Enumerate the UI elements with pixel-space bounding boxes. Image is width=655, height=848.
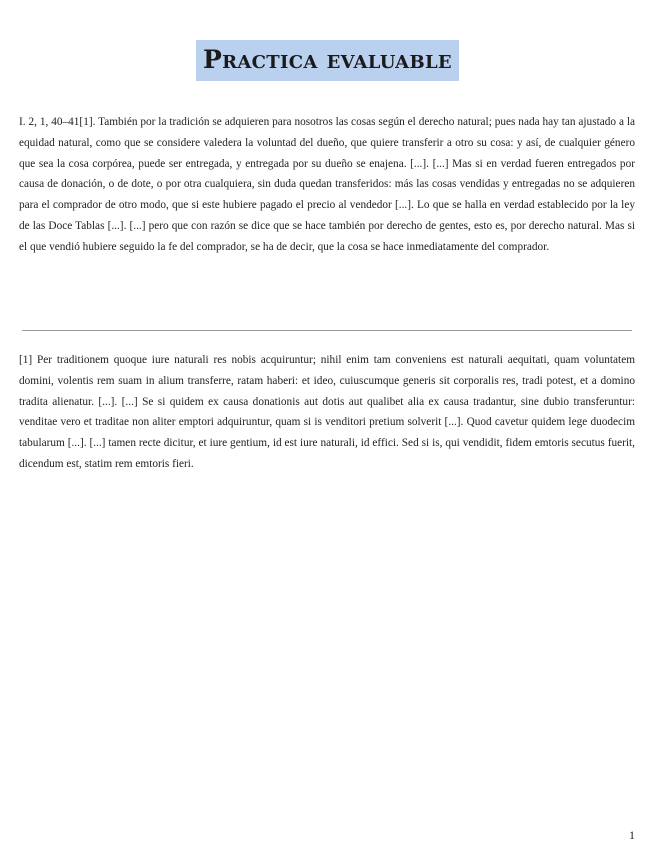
page-number: 1 [629, 828, 635, 842]
page-title: Practica evaluable [196, 40, 459, 81]
footnote-divider [22, 330, 632, 331]
footnote-paragraph: [1] Per traditionem quoque iure naturali res nobis acquiruntur; nihil enim tam conveniens est naturali aequitati, quam voluntatem domini, volentis rem suam in alium transferre, ratam haberi: et ideo, cuiuscumque generis sit corporalis res, tradi potest, et a domino tradita alienatur. [...]. [...] Se si quidem ex causa donationis aut dotis aut qualibet alia ex causa tradantur, sine dubio transferuntur: venditae vero et traditae non aliter emptori adquiruntur, quam si is venditori pretium solverit [...]. Quod cavetur quidem lege duodecim tabularum [...]. [...] tamen recte dicitur, et iure gentium, id est iure naturali, id effici. Sed si is, qui vendidit, fidem emtoris secutus fuerit, dicendum est, statim rem emtoris fieri. [19, 354, 635, 470]
title-container [0, 40, 655, 81]
main-paragraph: I. 2, 1, 40–41[1]. También por la tradición se adquieren para nosotros las cosas según el derecho natural; pues nada hay tan ajustado a la equidad natural, como que se considere valedera la voluntad del dueño, que quiere transferir a otro su cosa: y así, de cualquier género que sea la cosa corpórea, puede ser entregada, y entregada por su dueño se enajena. [...]. [...] Mas si en verdad fueren entregados por causa de donación, o de dote, o por otra cualquiera, sin duda quedan transferidos: más las cosas vendidas y entregadas no se adquieren para el comprador de otro modo, que si este hubiere pagado el precio al vendedor [...]. Lo que se halla en verdad establecido por la ley de las Doce Tablas [...]. [...] pero que con razón se dice que se hace también por derecho de gentes, esto es, por derecho natural. Mas si el que vendió hubiere seguido la fe del comprador, se ha de decir, que la cosa se hace inmediatamente del comprador. [19, 116, 635, 253]
